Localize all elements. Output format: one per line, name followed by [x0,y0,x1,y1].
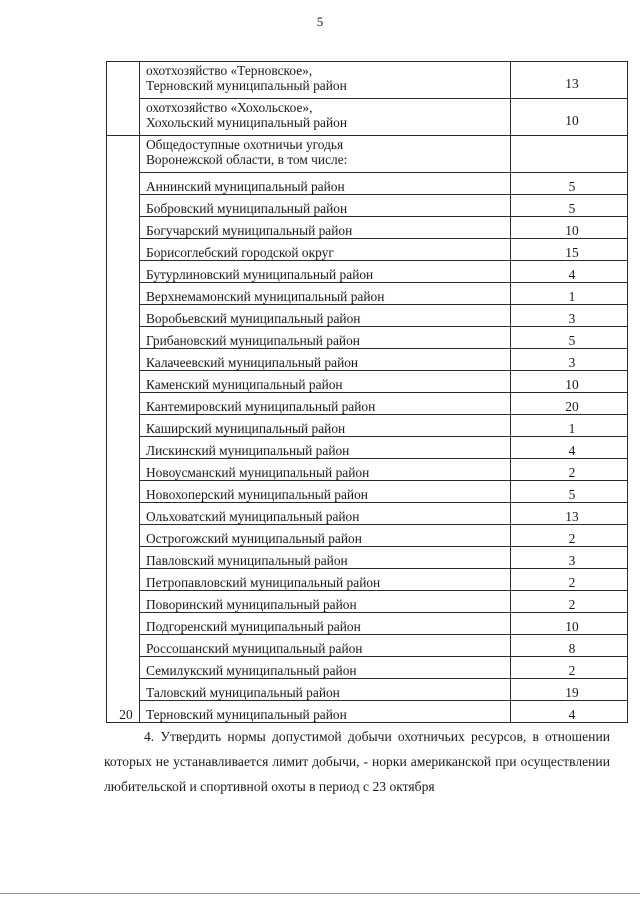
district-value-cell: 5 [511,173,628,195]
district-value-cell: 3 [511,305,628,327]
district-name-cell: Терновский муниципальный район [140,701,511,723]
district-value-cell: 8 [511,635,628,657]
row-number-cell [107,62,140,136]
table-row [107,591,628,613]
table-row [107,635,628,657]
district-name-cell: Петропавловский муниципальный район [140,569,511,591]
district-value-cell: 3 [511,547,628,569]
district-name-cell: Верхнемамонский муниципальный район [140,283,511,305]
district-name-cell: Семилукский муниципальный район [140,657,511,679]
district-name-cell: Бобровский муниципальный район [140,195,511,217]
district-name-cell: Каменский муниципальный район [140,371,511,393]
table-row [107,459,628,481]
row-name-cell [140,62,511,99]
district-value-cell: 10 [511,217,628,239]
group-header-value-cell [511,136,628,173]
row-name-line: Терновский муниципальный район [146,78,347,93]
table-row [107,547,628,569]
row-name-line: охотхозяйство «Терновское», [146,63,313,78]
table-row [107,217,628,239]
table-row [107,305,628,327]
district-value-cell: 5 [511,481,628,503]
district-value-cell: 5 [511,327,628,349]
district-name-cell: Новоусманский муниципальный район [140,459,511,481]
paragraph-4: 4. Утвердить нормы допустимой добычи охотничьих ресурсов, в отношении которых не устанавливается лимит добычи, - норки американской при осуществлении любительской и спортивной охоты в период с 23 октября [104,729,610,794]
row-name-cell [140,99,511,136]
table-row [107,173,628,195]
bottom-rule [0,893,640,894]
table-row [107,99,628,136]
table-row [107,701,628,723]
district-value-cell: 15 [511,239,628,261]
table-row [107,503,628,525]
district-name-cell: Бутурлиновский муниципальный район [140,261,511,283]
table-row [107,62,628,99]
district-name-cell: Кантемировский муниципальный район [140,393,511,415]
table-row [107,195,628,217]
district-name-cell: Россошанский муниципальный район [140,635,511,657]
district-value-cell: 5 [511,195,628,217]
district-value-cell: 1 [511,283,628,305]
district-name-cell: Борисоглебский городской округ [140,239,511,261]
district-value-cell: 4 [511,261,628,283]
district-name-cell: Воробьевский муниципальный район [140,305,511,327]
district-value-cell: 1 [511,415,628,437]
district-value-cell: 10 [511,371,628,393]
quota-table-body [107,62,628,723]
table-row [107,679,628,701]
quota-table [106,61,628,723]
row-name-line: охотхозяйство «Хохольское», [146,100,313,115]
page-number: 5 [316,14,324,29]
table-row [107,657,628,679]
district-name-cell: Калачеевский муниципальный район [140,349,511,371]
row-name-line: Хохольский муниципальный район [146,115,348,130]
table-row [107,283,628,305]
district-value-cell: 10 [511,613,628,635]
table-row [107,525,628,547]
district-value-cell: 20 [511,393,628,415]
district-name-cell: Аннинский муниципальный район [140,173,511,195]
group-header-cell [140,136,511,173]
district-value-cell: 2 [511,657,628,679]
table-row [107,349,628,371]
group-header-line: Воронежской области, в том числе: [146,152,348,167]
district-name-cell: Лискинский муниципальный район [140,437,511,459]
table-row [107,569,628,591]
district-value-cell: 4 [511,437,628,459]
table-row [107,327,628,349]
district-value-cell: 3 [511,349,628,371]
district-name-cell: Ольховатский муниципальный район [140,503,511,525]
district-value-cell: 2 [511,569,628,591]
district-value-cell: 2 [511,591,628,613]
district-value-cell: 13 [511,503,628,525]
district-name-cell: Поворинский муниципальный район [140,591,511,613]
district-value-cell: 2 [511,459,628,481]
district-name-cell: Таловский муниципальный район [140,679,511,701]
district-name-cell: Грибановский муниципальный район [140,327,511,349]
group-header-row [107,136,628,173]
table-row [107,239,628,261]
district-value-cell: 4 [511,701,628,723]
district-value-cell: 19 [511,679,628,701]
group-number-cell: 20 [107,136,140,723]
district-value-cell: 2 [511,525,628,547]
table-row [107,613,628,635]
district-name-cell: Подгоренский муниципальный район [140,613,511,635]
table-row [107,437,628,459]
table-row [107,415,628,437]
group-header-line: Общедоступные охотничьи угодья [146,137,344,152]
district-name-cell: Каширский муниципальный район [140,415,511,437]
table-row [107,261,628,283]
row-value-cell: 10 [511,99,628,136]
district-name-cell: Богучарский муниципальный район [140,217,511,239]
district-name-cell: Павловский муниципальный район [140,547,511,569]
table-row [107,481,628,503]
district-name-cell: Острогожский муниципальный район [140,525,511,547]
table-row [107,393,628,415]
row-value-cell: 13 [511,62,628,99]
table-row [107,371,628,393]
district-name-cell: Новохоперский муниципальный район [140,481,511,503]
